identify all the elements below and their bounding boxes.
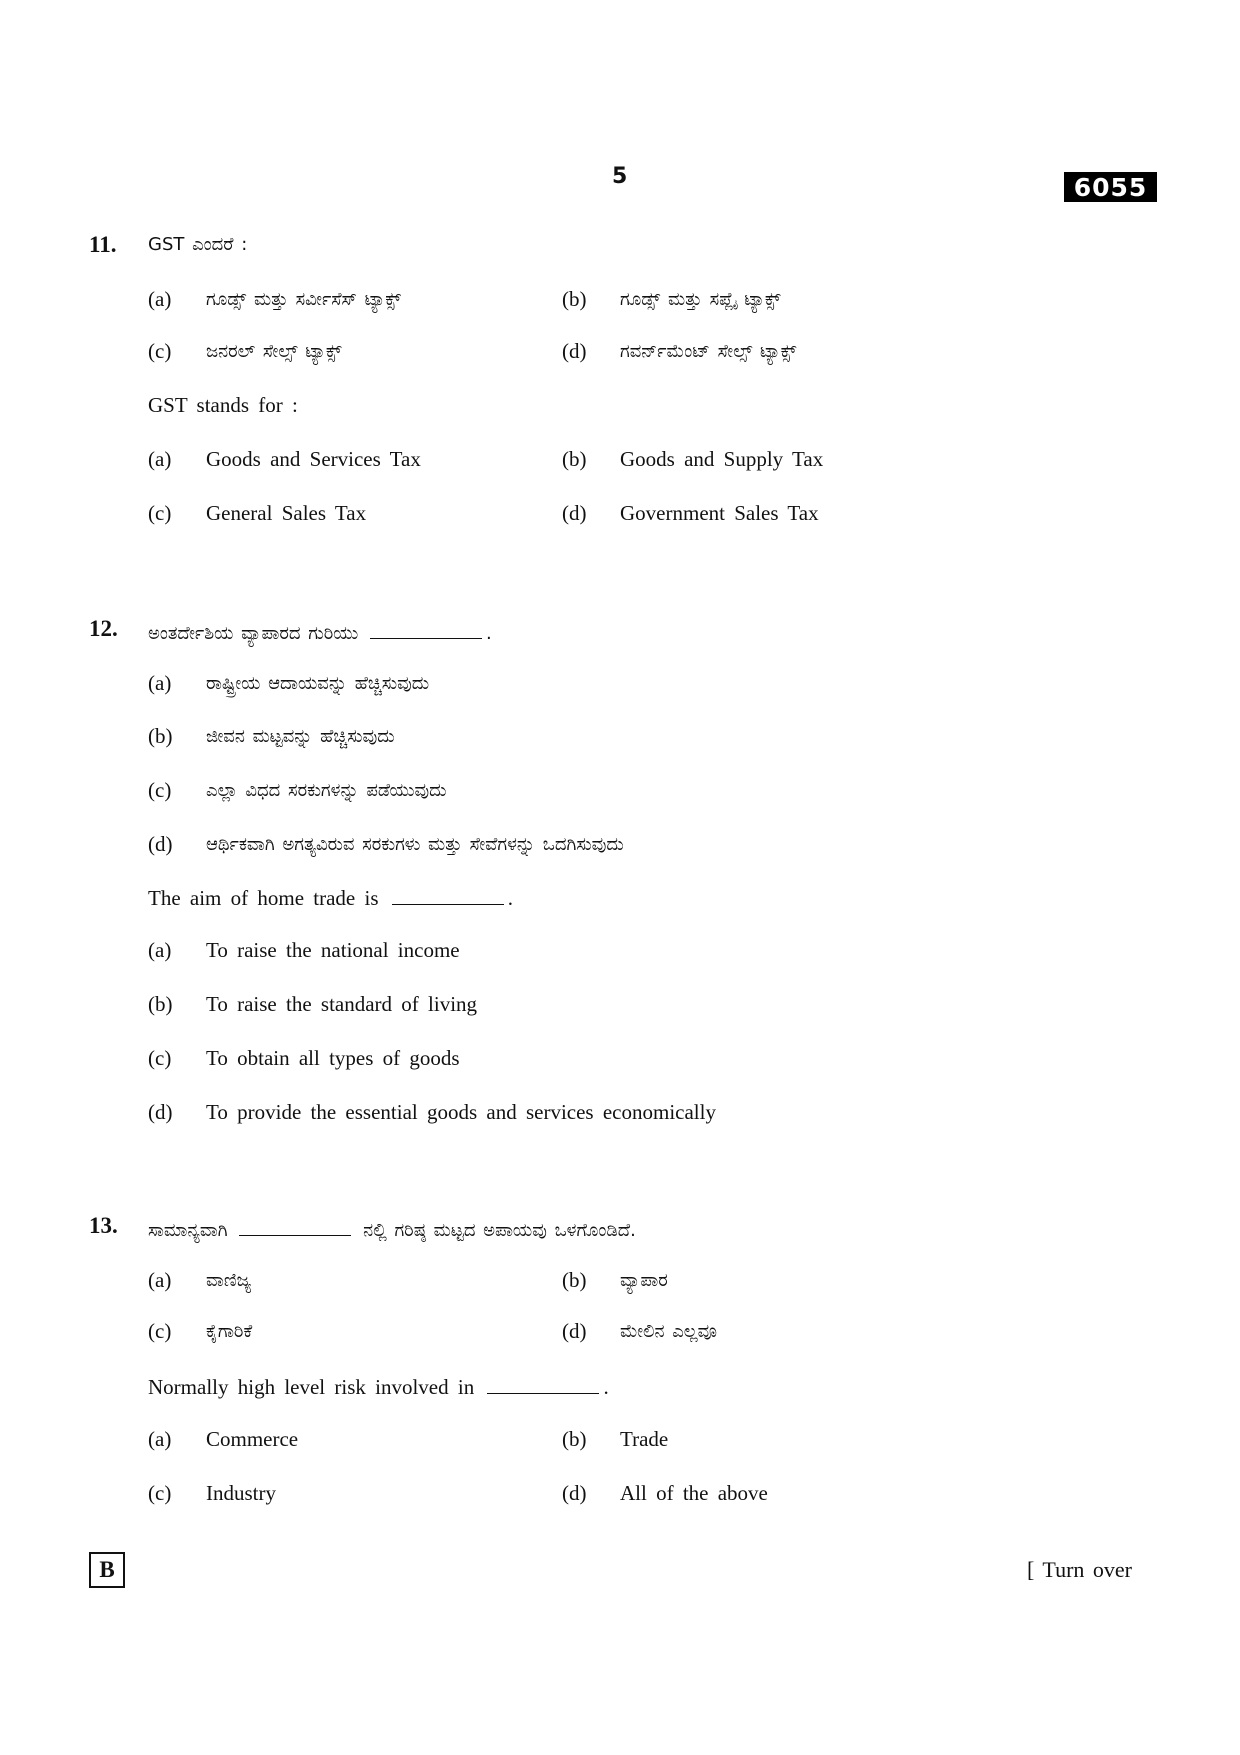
page-number: 5 bbox=[612, 164, 628, 189]
option-text: ಗವರ್ನ್‌ಮೆಂಟ್ ಸೇಲ್ಸ್ ಟ್ಯಾಕ್ಸ್ bbox=[620, 341, 797, 362]
option-text: ವ್ಯಾಪಾರ bbox=[620, 1270, 668, 1291]
stem-text: ಅಂತರ್ದೇಶಿಯ ವ್ಯಾಪಾರದ ಗುರಿಯು bbox=[148, 623, 359, 644]
option-text: All of the above bbox=[620, 1481, 768, 1505]
answer-blank bbox=[370, 618, 482, 639]
option-text: Trade bbox=[620, 1427, 669, 1451]
option-label: (d) bbox=[562, 339, 587, 363]
question-stem-kannada: GST ಎಂದರೆ : bbox=[148, 234, 248, 255]
option-label: (a) bbox=[148, 1427, 172, 1451]
option-text: ಗೂಡ್ಸ್ ಮತ್ತು ಸರ್ವೀಸೆಸ್ ಟ್ಯಾಕ್ಸ್ bbox=[206, 289, 401, 310]
option-text: To provide the essential goods and services economically bbox=[206, 1100, 716, 1124]
option-text: ಜೀವನ ಮಟ್ಟವನ್ನು ಹೆಚ್ಚಿಸುವುದು bbox=[206, 726, 395, 747]
option-label: (d) bbox=[148, 832, 173, 856]
option-text: ಎಲ್ಲಾ ವಿಧದ ಸರಕುಗಳನ್ನು ಪಡೆಯುವುದು bbox=[206, 780, 447, 801]
option-label: (c) bbox=[148, 778, 172, 802]
stem-text-after: ನಲ್ಲಿ ಗರಿಷ್ಠ ಮಟ್ಟದ ಅಪಾಯವು ಒಳಗೊಂಡಿದೆ. bbox=[363, 1220, 636, 1241]
option-label: (a) bbox=[148, 287, 172, 311]
option-label: (d) bbox=[562, 1319, 587, 1343]
stem-text: The aim of home trade is bbox=[148, 886, 379, 910]
option-label: (a) bbox=[148, 671, 172, 695]
option-label: (b) bbox=[562, 447, 587, 471]
option-label: (d) bbox=[562, 501, 587, 525]
stem-text: Normally high level risk involved in bbox=[148, 1375, 475, 1399]
option-text: Goods and Services Tax bbox=[206, 447, 421, 471]
option-text: General Sales Tax bbox=[206, 501, 367, 525]
turn-over-note: [ Turn over bbox=[1027, 1557, 1133, 1582]
option-text: To raise the national income bbox=[206, 938, 460, 962]
option-text: To obtain all types of goods bbox=[206, 1046, 460, 1070]
stem-text-before: ಸಾಮಾನ್ಯವಾಗಿ bbox=[148, 1220, 228, 1241]
question-number: 12. bbox=[89, 616, 118, 641]
option-text: ಜನರಲ್ ಸೇಲ್ಸ್ ಟ್ಯಾಕ್ಸ್ bbox=[206, 341, 342, 362]
question-stem-kannada bbox=[148, 1215, 636, 1241]
option-text: Industry bbox=[206, 1481, 276, 1505]
option-label: (c) bbox=[148, 339, 172, 363]
question-stem-english: Normally high level risk involved in . bbox=[148, 1375, 609, 1399]
option-text: ಗೂಡ್ಸ್ ಮತ್ತು ಸಪ್ಲೈ ಟ್ಯಾಕ್ಸ್ bbox=[620, 289, 781, 310]
option-text: ಮೇಲಿನ ಎಲ್ಲವೂ bbox=[620, 1321, 717, 1342]
answer-blank bbox=[487, 1373, 599, 1394]
question-number: 13. bbox=[89, 1213, 118, 1238]
option-text: Government Sales Tax bbox=[620, 501, 819, 525]
option-text: To raise the standard of living bbox=[206, 992, 478, 1016]
option-label: (b) bbox=[562, 1427, 587, 1451]
option-text: ಆರ್ಥಿಕವಾಗಿ ಅಗತ್ಯವಿರುವ ಸರಕುಗಳು ಮತ್ತು ಸೇವೆಗಳನ್ನು ಒದಗಿಸುವುದು bbox=[206, 834, 624, 855]
option-label: (b) bbox=[148, 724, 173, 748]
option-label: (b) bbox=[562, 1268, 587, 1292]
option-text: Goods and Supply Tax bbox=[620, 447, 824, 471]
option-text: ಕೈಗಾರಿಕೆ bbox=[206, 1321, 253, 1342]
option-label: (c) bbox=[148, 1319, 172, 1343]
option-label: (b) bbox=[148, 992, 173, 1016]
paper-code-badge: 6055 bbox=[1064, 172, 1157, 202]
option-label: (c) bbox=[148, 501, 172, 525]
option-text: Commerce bbox=[206, 1427, 299, 1451]
answer-blank bbox=[239, 1215, 351, 1236]
option-label: (d) bbox=[562, 1481, 587, 1505]
option-label: (a) bbox=[148, 1268, 172, 1292]
option-label: (a) bbox=[148, 447, 172, 471]
option-label: (a) bbox=[148, 938, 172, 962]
option-text: ವಾಣಿಜ್ಯ bbox=[206, 1270, 252, 1291]
option-label: (c) bbox=[148, 1046, 172, 1070]
question-number: 11. bbox=[89, 232, 117, 257]
option-text: ರಾಷ್ಟ್ರೀಯ ಆದಾಯವನ್ನು ಹೆಚ್ಚಿಸುವುದು bbox=[206, 673, 430, 694]
series-code-box: B bbox=[89, 1552, 125, 1588]
question-stem-kannada: ಅಂತರ್ದೇಶಿಯ ವ್ಯಾಪಾರದ ಗುರಿಯು . bbox=[148, 618, 492, 644]
option-label: (c) bbox=[148, 1481, 172, 1505]
question-stem-english: GST stands for : bbox=[148, 393, 298, 417]
answer-blank bbox=[392, 884, 504, 905]
option-label: (b) bbox=[562, 287, 587, 311]
option-label: (d) bbox=[148, 1100, 173, 1124]
question-stem-english: The aim of home trade is . bbox=[148, 886, 514, 910]
